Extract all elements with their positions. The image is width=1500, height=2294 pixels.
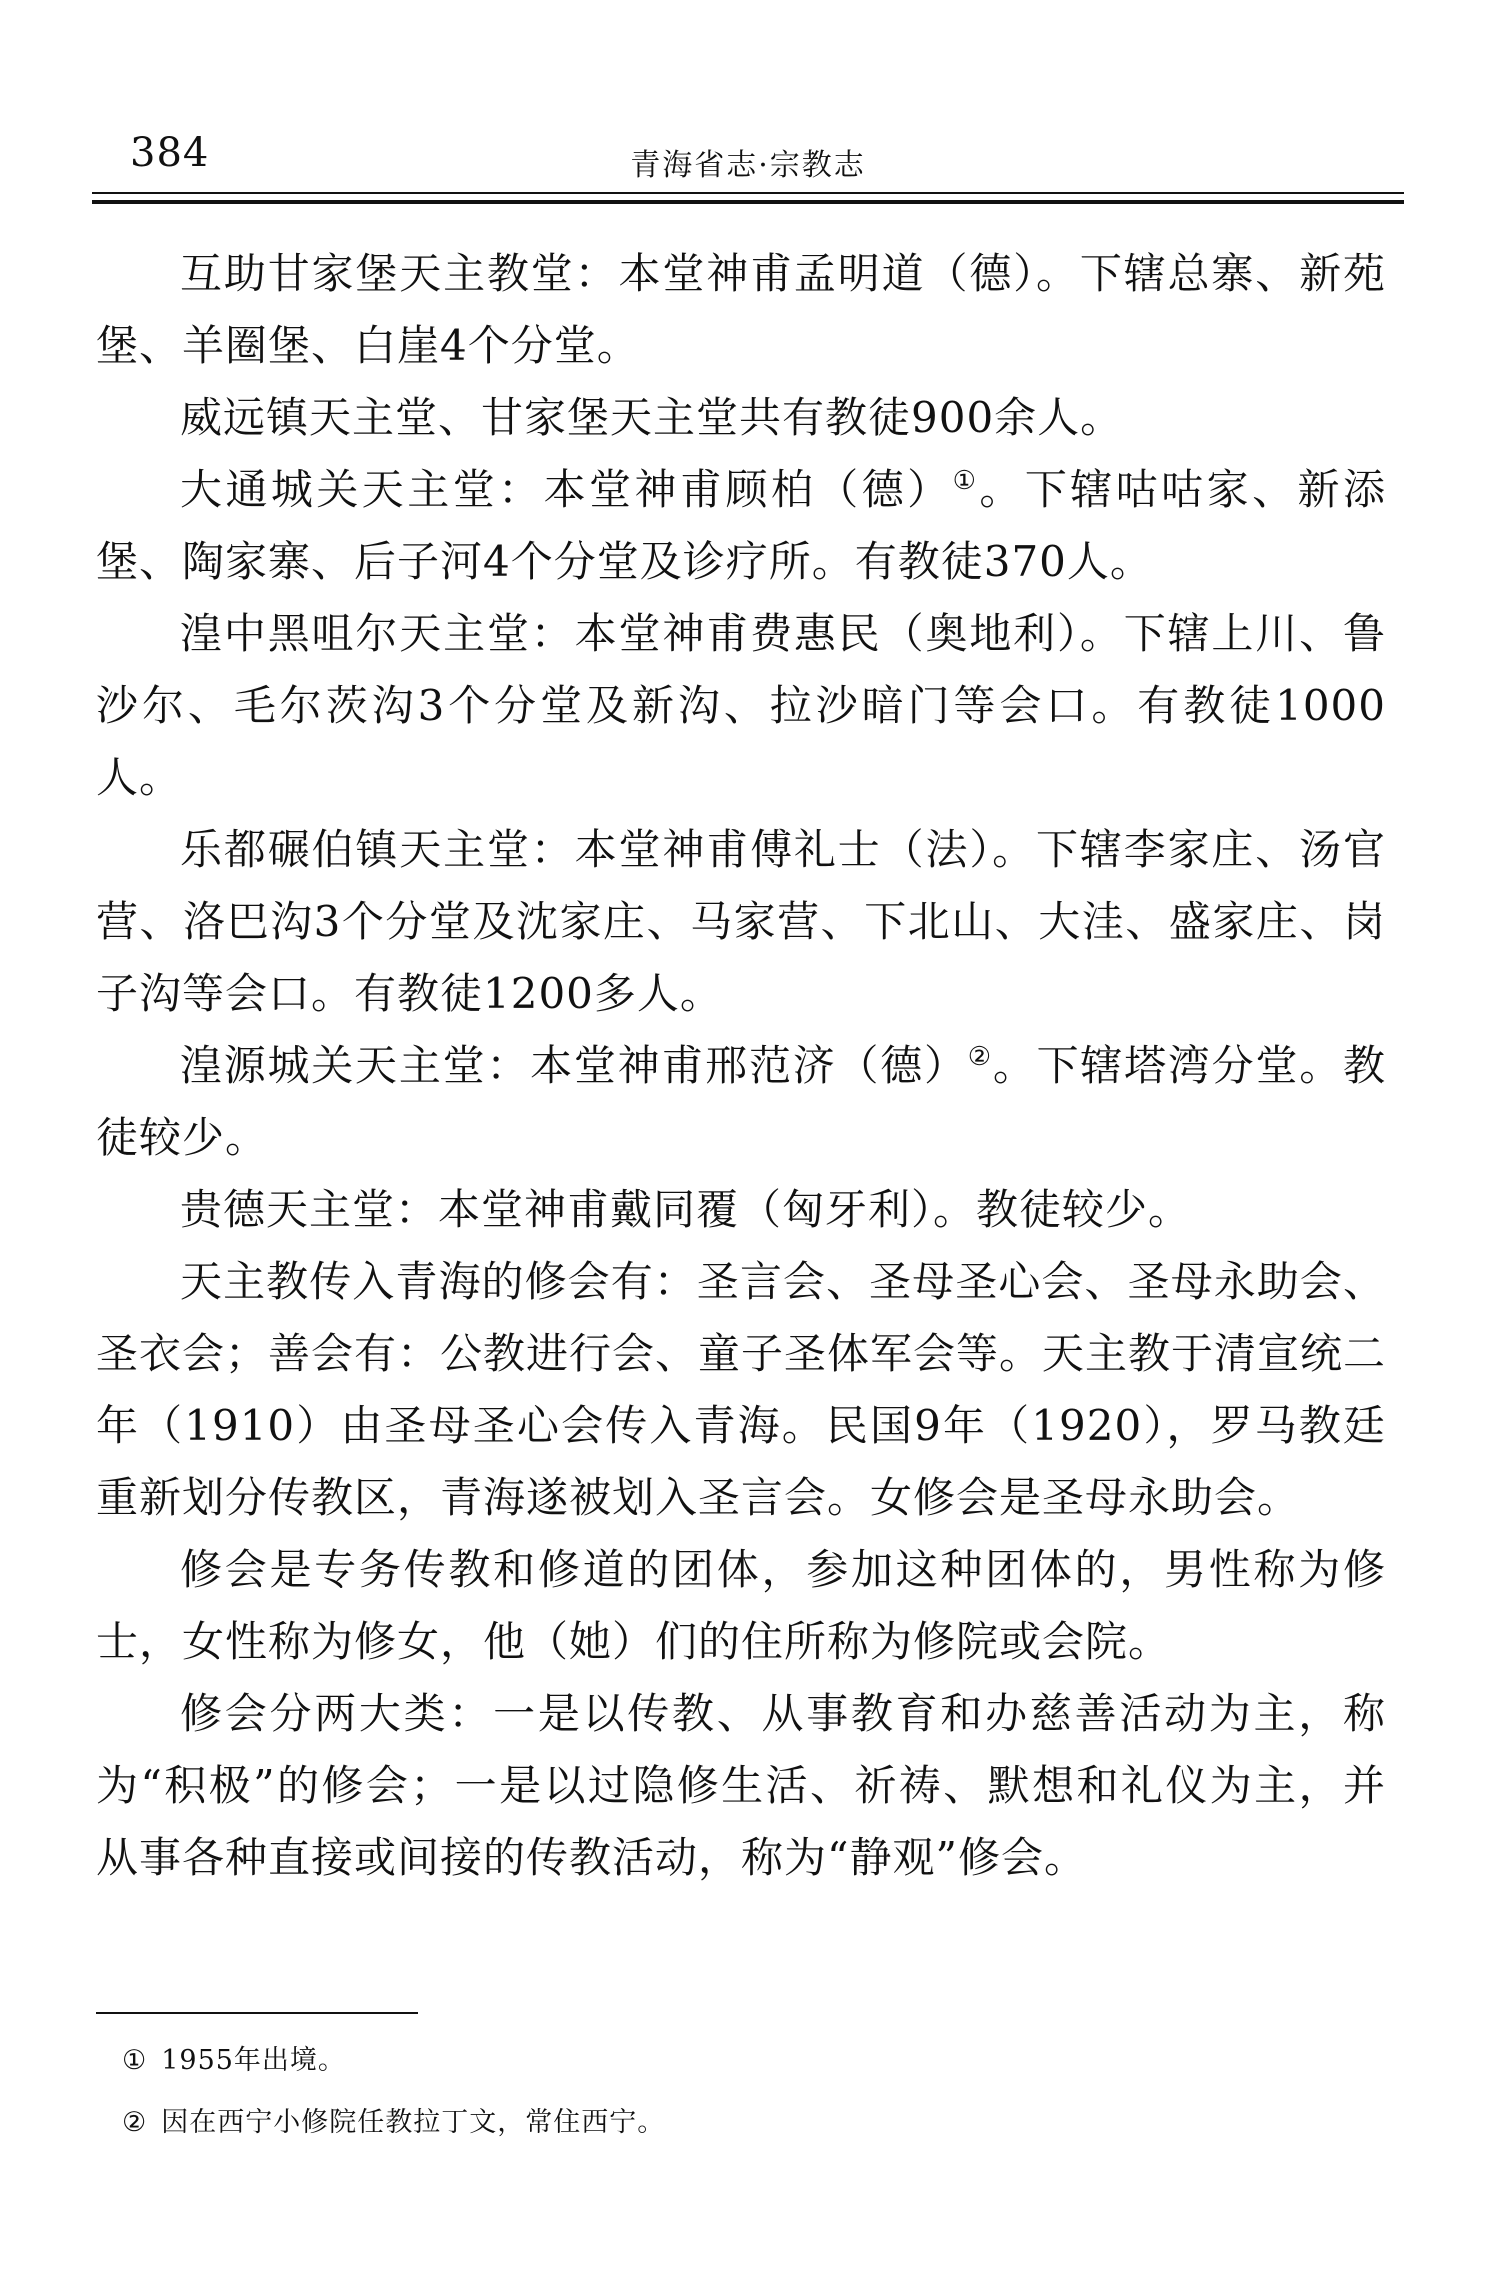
paragraph: 贵德天主堂：本堂神甫戴同覆（匈牙利）。教徒较少。 <box>180 1185 1192 1234</box>
paragraph: 乐都碾伯镇天主堂：本堂神甫傅礼士（法）。下辖李家庄、汤官营、洛巴沟3个分堂及沈家庄、马家营、下北山、大洼、盛家庄、岗子沟等会口。有教徒1200多人。 <box>96 825 1386 1018</box>
footnote <box>122 2092 1022 2154</box>
footnote-ref[interactable]: ② <box>967 1042 993 1072</box>
paragraph: 天主教传入青海的修会有：圣言会、圣母圣心会、圣母永助会、圣衣会；善会有：公教进行会、童子圣体军会等。天主教于清宣统二年（1910）由圣母圣心会传入青海。民国9年（1920），罗马教廷重新划分传教区，青海遂被划入圣言会。女修会是圣母永助会。 <box>96 1257 1387 1522</box>
footnote <box>122 2030 1022 2092</box>
header-rule-thick <box>92 200 1404 204</box>
footnote-ref[interactable]: ① <box>952 466 980 496</box>
body-text <box>96 238 1386 1894</box>
footnotes <box>122 2030 1022 2154</box>
paragraph: 湟源城关天主堂：本堂神甫邢范济（德）②。下辖塔湾分堂。教徒较少。 <box>96 1041 1386 1162</box>
paragraph: 修会分两大类：一是以传教、从事教育和办慈善活动为主，称为“积极”的修会；一是以过隐修生活、祈祷、默想和礼仪为主，并从事各种直接或间接的传教活动，称为“静观”修会。 <box>96 1689 1386 1882</box>
running-title: 青海省志·宗教志 <box>630 148 866 183</box>
paragraph: 威远镇天主堂、甘家堡天主堂共有教徒900余人。 <box>180 393 1124 442</box>
header-rule-thin <box>92 192 1404 194</box>
footnote-mark: ① <box>122 2045 148 2076</box>
paragraph: 互助甘家堡天主教堂：本堂神甫孟明道（德）。下辖总寨、新苑堡、羊圈堡、白崖4个分堂。 <box>96 249 1386 370</box>
paragraph: 大通城关天主堂：本堂神甫顾柏（德）①。下辖咕咕家、新添堡、陶家寨、后子河4个分堂及诊疗所。有教徒370人。 <box>96 465 1386 586</box>
footnote-text: 1955年出境。 <box>161 2045 346 2076</box>
footnote-text: 因在西宁小修院任教拉丁文，常住西宁。 <box>161 2107 666 2138</box>
footnote-mark: ② <box>122 2107 148 2138</box>
footnote-rule <box>96 2012 418 2014</box>
paragraph: 湟中黑咀尔天主堂：本堂神甫费惠民（奥地利）。下辖上川、鲁沙尔、毛尔茨沟3个分堂及新沟、拉沙暗门等会口。有教徒1000人。 <box>96 609 1386 802</box>
page-header <box>92 128 1404 188</box>
paragraph: 修会是专务传教和修道的团体，参加这种团体的，男性称为修士，女性称为修女，他（她）们的住所称为修院或会院。 <box>96 1545 1386 1666</box>
page-number: 384 <box>130 130 210 176</box>
